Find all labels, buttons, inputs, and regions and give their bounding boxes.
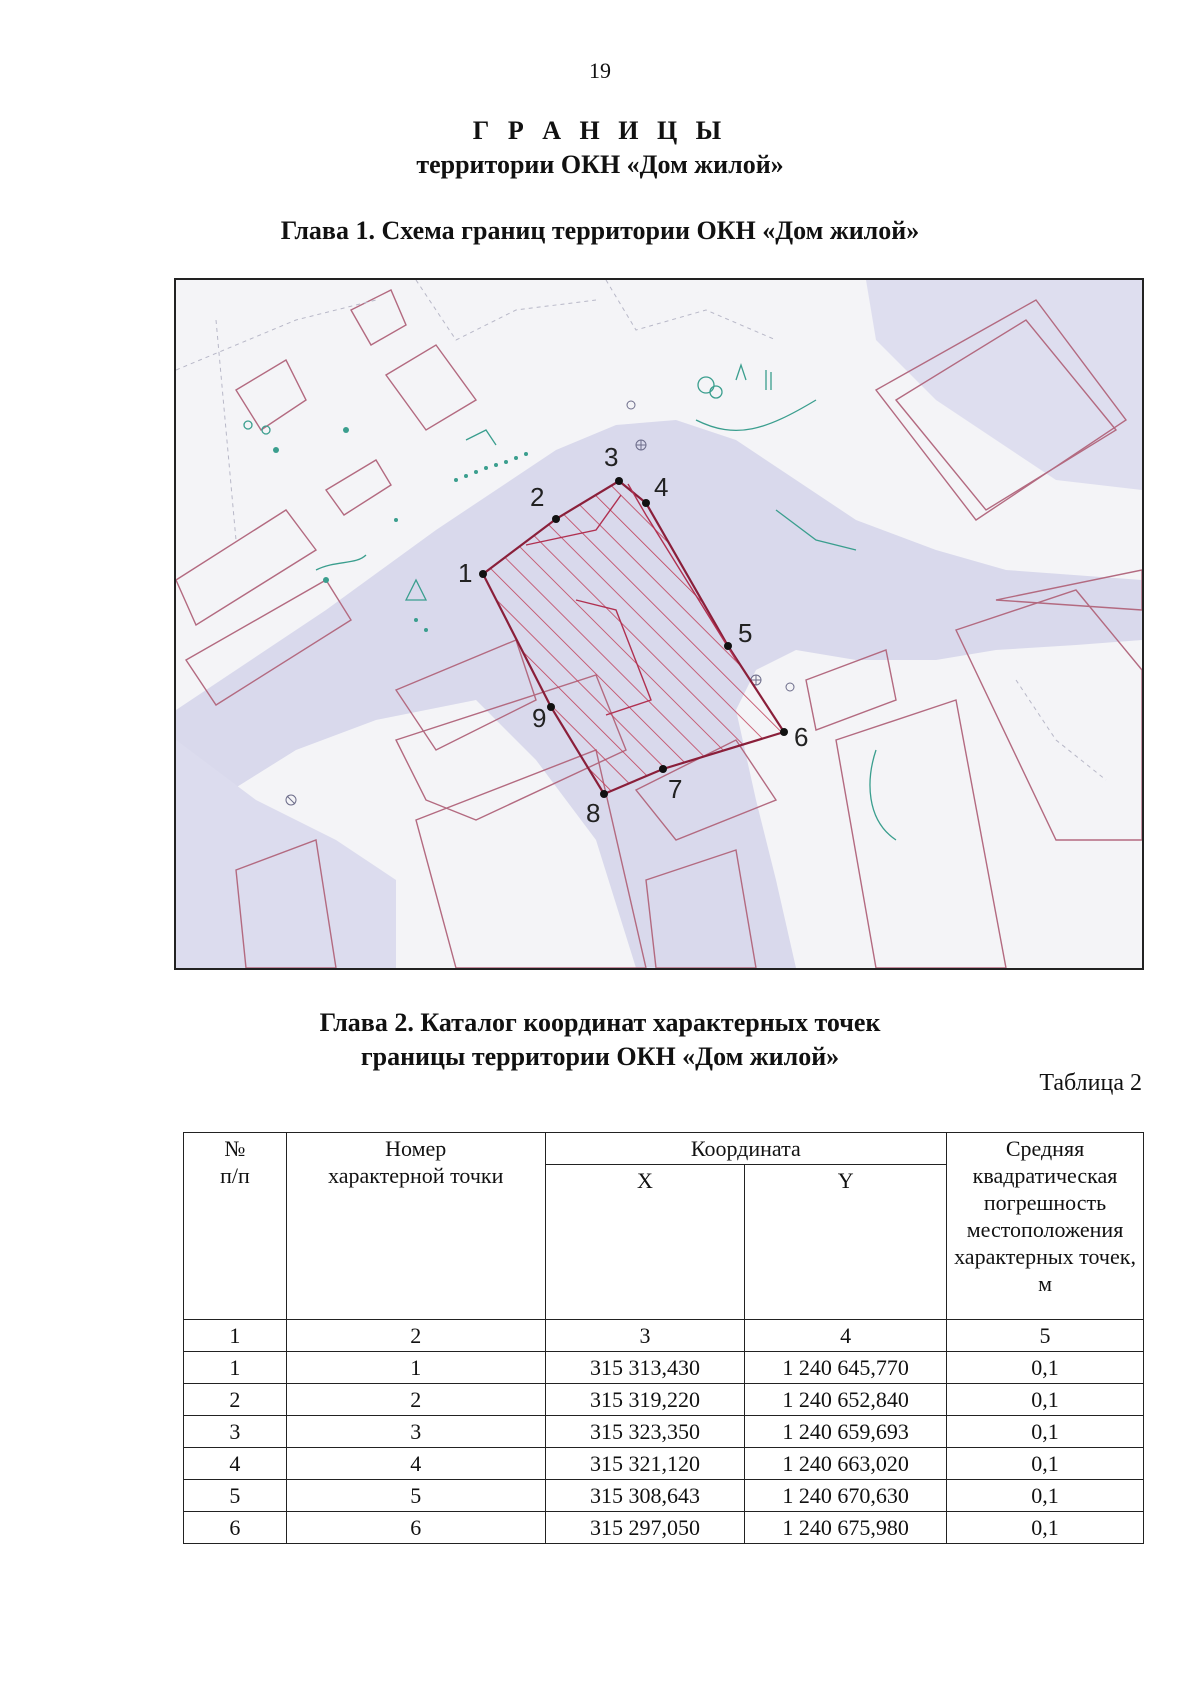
- cell-num: 2: [184, 1384, 287, 1416]
- cell-x: 315 313,430: [545, 1352, 745, 1384]
- column-number: 4: [745, 1320, 947, 1352]
- point-label-9: 9: [532, 703, 547, 733]
- table-row: [184, 1384, 1144, 1416]
- header-point-number: Номер характерной точки: [286, 1133, 545, 1320]
- cell-point: 6: [286, 1512, 545, 1544]
- cell-y: 1 240 670,630: [745, 1480, 947, 1512]
- column-number: 5: [947, 1320, 1144, 1352]
- boundary-point-9: [547, 703, 555, 711]
- cell-y: 1 240 675,980: [745, 1512, 947, 1544]
- point-label-2: 2: [530, 482, 545, 512]
- document-subtitle: территории ОКН «Дом жилой»: [416, 150, 784, 179]
- header-coordinate: Координата: [545, 1133, 946, 1165]
- boundary-point-8: [600, 790, 608, 798]
- header-num: № п/п: [184, 1133, 287, 1320]
- chapter2-heading-line1: Глава 2. Каталог координат характерных точек: [319, 1008, 881, 1037]
- table-label: Таблица 2: [1039, 1070, 1142, 1096]
- cell-error: 0,1: [947, 1512, 1144, 1544]
- cell-point: 5: [286, 1480, 545, 1512]
- cell-point: 4: [286, 1448, 545, 1480]
- column-number: 1: [184, 1320, 287, 1352]
- point-label-8: 8: [586, 798, 601, 828]
- cell-num: 3: [184, 1416, 287, 1448]
- cell-num: 5: [184, 1480, 287, 1512]
- point-label-4: 4: [654, 472, 669, 502]
- table-column-numbers-row: [184, 1320, 1144, 1352]
- cell-num: 1: [184, 1352, 287, 1384]
- cell-error: 0,1: [947, 1480, 1144, 1512]
- cell-error: 0,1: [947, 1416, 1144, 1448]
- table-row: [184, 1480, 1144, 1512]
- header-y: Y: [745, 1165, 947, 1320]
- boundary-point-2: [552, 515, 560, 523]
- chapter1-heading: Глава 1. Схема границ территории ОКН «Дом жилой»: [280, 216, 920, 245]
- table-row: [184, 1448, 1144, 1480]
- column-number: 2: [286, 1320, 545, 1352]
- coordinates-table: [183, 1132, 1144, 1544]
- boundary-point-4: [642, 499, 650, 507]
- cell-x: 315 297,050: [545, 1512, 745, 1544]
- header-x: X: [545, 1165, 745, 1320]
- header-error: Средняя квадратическая погрешность местоположения характерных точек, м: [947, 1133, 1144, 1320]
- boundary-point-1: [479, 570, 487, 578]
- page-number: 19: [589, 58, 611, 83]
- cell-x: 315 323,350: [545, 1416, 745, 1448]
- table-row: [184, 1416, 1144, 1448]
- boundary-point-6: [780, 728, 788, 736]
- boundary-map: [174, 278, 1144, 970]
- cell-error: 0,1: [947, 1448, 1144, 1480]
- point-label-7: 7: [668, 774, 683, 804]
- document-title: Г Р А Н И Ц Ы: [472, 116, 728, 145]
- chapter2-heading: [0, 1006, 1200, 1074]
- boundary-point-7: [659, 765, 667, 773]
- cell-x: 315 321,120: [545, 1448, 745, 1480]
- cell-num: 4: [184, 1448, 287, 1480]
- point-label-1: 1: [458, 558, 473, 588]
- cell-y: 1 240 663,020: [745, 1448, 947, 1480]
- boundary-point-3: [615, 477, 623, 485]
- cell-point: 2: [286, 1384, 545, 1416]
- cell-point: 1: [286, 1352, 545, 1384]
- table-header-row: [184, 1133, 1144, 1165]
- cell-x: 315 319,220: [545, 1384, 745, 1416]
- cell-error: 0,1: [947, 1384, 1144, 1416]
- boundary-map-svg: [176, 280, 1142, 968]
- point-label-5: 5: [738, 618, 753, 648]
- cell-y: 1 240 652,840: [745, 1384, 947, 1416]
- point-label-6: 6: [794, 722, 809, 752]
- cell-point: 3: [286, 1416, 545, 1448]
- column-number: 3: [545, 1320, 745, 1352]
- point-label-3: 3: [604, 442, 619, 472]
- cell-x: 315 308,643: [545, 1480, 745, 1512]
- table-row: [184, 1352, 1144, 1384]
- chapter2-heading-line2: границы территории ОКН «Дом жилой»: [360, 1042, 840, 1071]
- cell-num: 6: [184, 1512, 287, 1544]
- table-row: [184, 1512, 1144, 1544]
- cell-error: 0,1: [947, 1352, 1144, 1384]
- cell-y: 1 240 659,693: [745, 1416, 947, 1448]
- cell-y: 1 240 645,770: [745, 1352, 947, 1384]
- boundary-point-5: [724, 642, 732, 650]
